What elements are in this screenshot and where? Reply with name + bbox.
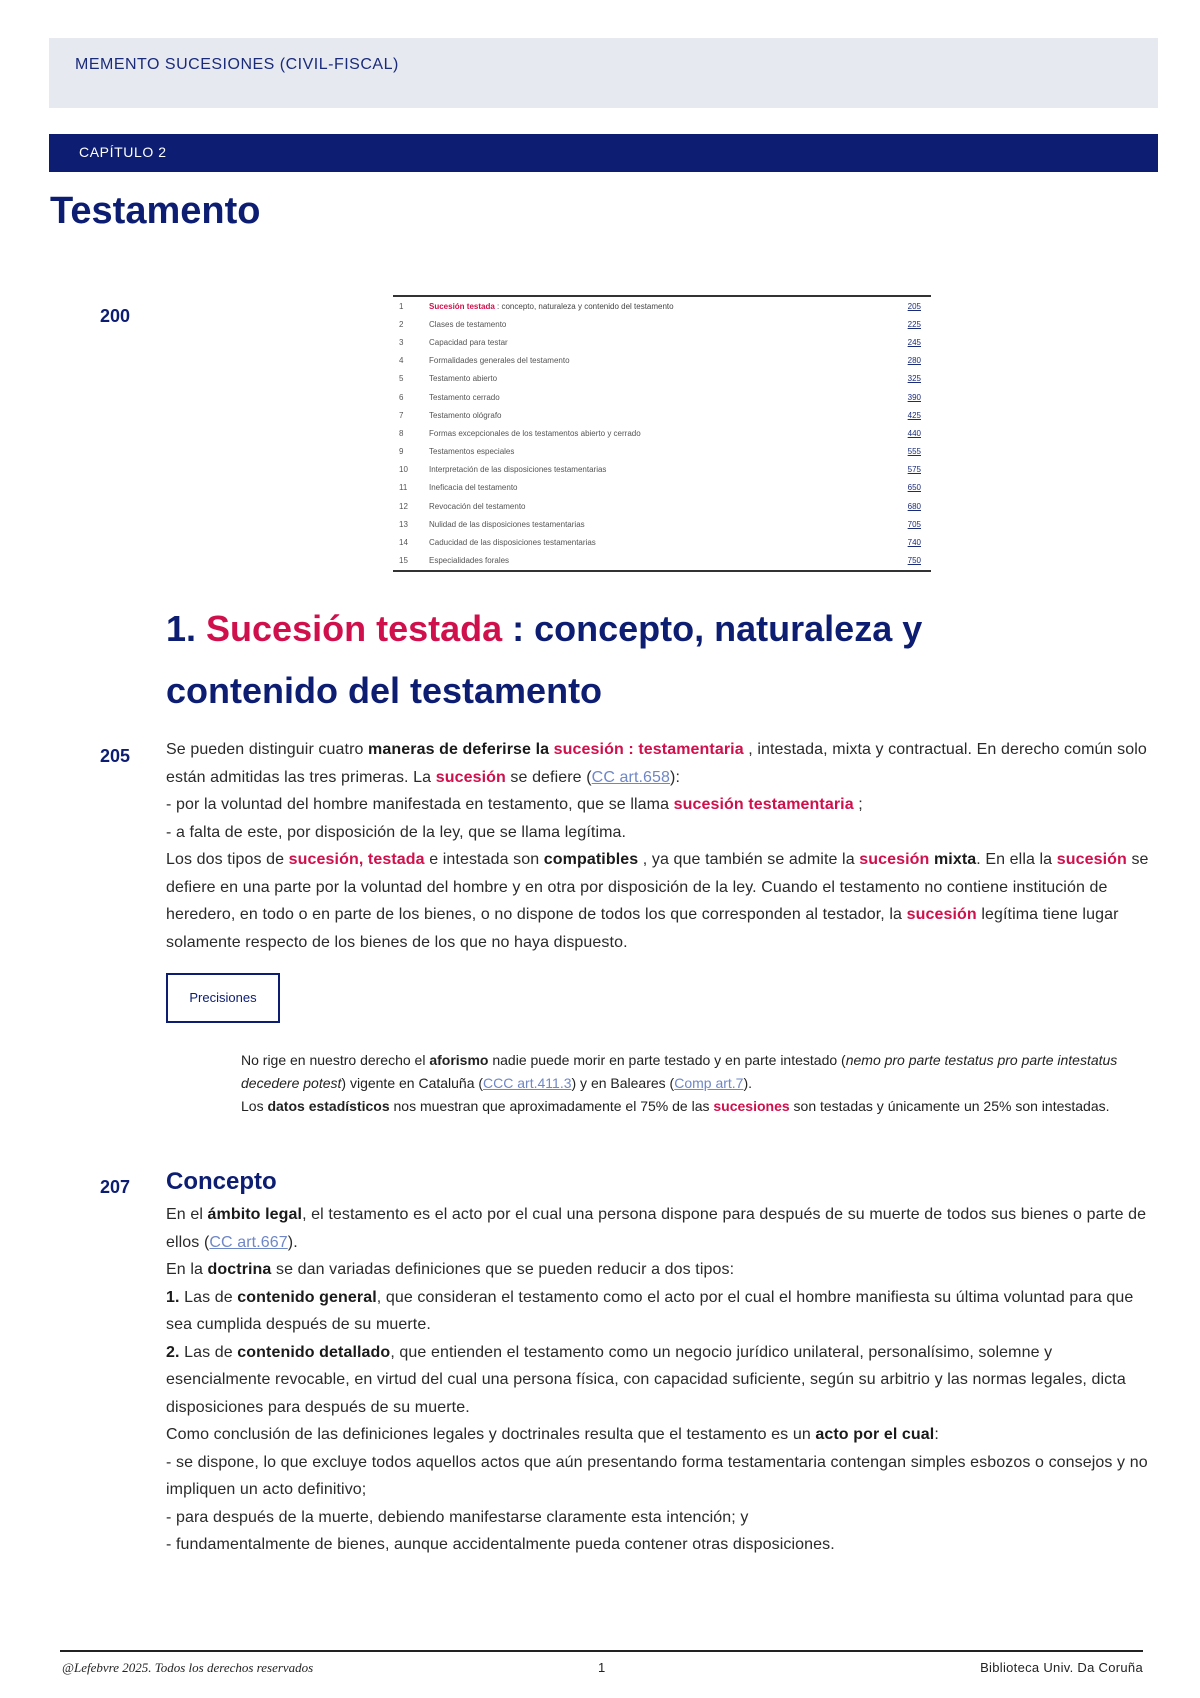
- memento-title: MEMENTO SUCESIONES (CIVIL-FISCAL): [75, 56, 399, 73]
- toc-row[interactable]: [393, 461, 931, 479]
- text: e intestada son: [424, 851, 544, 868]
- toc-label: [427, 333, 889, 351]
- toc-row[interactable]: [393, 497, 931, 515]
- toc-page-link[interactable]: 750: [907, 556, 921, 566]
- toc-page-link[interactable]: 205: [907, 301, 921, 311]
- bold-text: contenido detallado: [237, 1343, 391, 1361]
- toc-label-text: Testamentos especiales: [429, 447, 515, 457]
- highlight-text: sucesión: [435, 768, 506, 786]
- text: se dan variadas definiciones que se pueden reducir a dos tipos:: [271, 1261, 735, 1278]
- toc-page-link[interactable]: 705: [907, 519, 921, 529]
- text: - se dispone, lo que excluye todos aquellos actos que aún presentando forma testamentaria contengan simples esbozos o consejos y no impliquen un acto definitivo;: [166, 1453, 1148, 1498]
- toc-row[interactable]: [393, 443, 931, 461]
- toc-label: [427, 461, 889, 479]
- text: se defiere en una parte por la voluntad del hombre y en otra por disposición de la ley. Cuando el testamento no contiene institución de heredero, en todo o en parte de los bienes, o no dispone de todos los que corresponden al testador, la: [166, 851, 1149, 923]
- highlight-text: sucesión: [1056, 851, 1127, 868]
- text: Las de: [179, 1343, 238, 1361]
- toc-label: [427, 406, 889, 424]
- toc-number: 7: [399, 410, 404, 420]
- toc-number: 14: [399, 538, 408, 548]
- toc-row[interactable]: [393, 333, 931, 351]
- bold-text: maneras de deferirse la: [368, 741, 554, 758]
- toc-row[interactable]: [393, 315, 931, 333]
- toc-number: 4: [399, 356, 404, 366]
- footer-page-number: 1: [598, 1660, 606, 1675]
- text: Se pueden distinguir cuatro: [166, 741, 369, 758]
- highlight-text: sucesión: [859, 851, 930, 868]
- toc-label-highlight: Sucesión testada: [429, 301, 495, 311]
- text: ).: [743, 1074, 753, 1091]
- toc-number: 1: [399, 301, 404, 311]
- toc-label: [427, 552, 889, 571]
- toc-row[interactable]: [393, 533, 931, 551]
- toc-label: [427, 443, 889, 461]
- toc-row[interactable]: [393, 515, 931, 533]
- toc-label: [427, 533, 889, 551]
- paragraph-207: [166, 1201, 1156, 1559]
- toc-label: [427, 424, 889, 442]
- toc-number: 12: [399, 501, 408, 511]
- link-comp-art-7[interactable]: Comp art.7: [674, 1074, 744, 1091]
- text: ) vigente en Cataluña (: [341, 1074, 484, 1091]
- toc-label: [427, 370, 889, 388]
- toc-number: 13: [399, 519, 408, 529]
- toc-label-text: Revocación del testamento: [429, 501, 526, 511]
- text: En el: [166, 1206, 208, 1223]
- link-cc-art-658[interactable]: CC art.658: [591, 768, 671, 786]
- bold-text: aforismo: [429, 1052, 489, 1068]
- toc-page-link[interactable]: 680: [907, 501, 921, 511]
- text: , que consideran el testamento como el acto por el cual el hombre manifiesta su última voluntad para que sea cumplida después de su muerte.: [166, 1288, 1134, 1333]
- toc-label-text: Testamento cerrado: [429, 392, 500, 402]
- precisiones-button[interactable]: Precisiones: [166, 973, 280, 1023]
- toc-page-link[interactable]: 740: [907, 538, 921, 548]
- text: ) y en Baleares (: [571, 1074, 675, 1091]
- text: ):: [670, 768, 681, 786]
- text: ;: [853, 796, 863, 813]
- footer-divider: [60, 1650, 1143, 1652]
- toc-label-text: Formas excepcionales de los testamentos abierto y cerrado: [429, 428, 641, 438]
- bold-text: ámbito legal: [207, 1206, 303, 1223]
- toc-row[interactable]: [393, 370, 931, 388]
- table-of-contents: [393, 295, 931, 572]
- section-1-heading: [166, 598, 1066, 722]
- text: nos muestran que aproximadamente el 75% de las: [389, 1097, 714, 1114]
- margin-number-207: 207: [100, 1177, 131, 1197]
- toc-number: 5: [399, 374, 404, 384]
- toc-label: [427, 388, 889, 406]
- text: ).: [287, 1233, 298, 1251]
- bold-text: 1.: [166, 1288, 180, 1306]
- text: - por la voluntad del hombre manifestada en testamento, que se llama: [166, 796, 674, 813]
- link-ccc-art-411-3[interactable]: CCC art.411.3: [483, 1074, 572, 1091]
- margin-number-200: 200: [100, 306, 131, 326]
- text: No rige en nuestro derecho el: [241, 1052, 430, 1068]
- toc-page-link[interactable]: 245: [907, 337, 921, 347]
- toc-label: [427, 352, 889, 370]
- toc-label-text: Nulidad de las disposiciones testamentarias: [429, 519, 585, 529]
- toc-label-text: Interpretación de las disposiciones testamentarias: [429, 465, 607, 475]
- toc-label-text: Formalidades generales del testamento: [429, 356, 570, 366]
- link-cc-art-667[interactable]: CC art.667: [209, 1233, 288, 1251]
- text: legítima tiene lugar solamente respecto de los bienes de los que no haya dispuesto.: [166, 906, 1119, 951]
- text: , el testamento es el acto por el cual una persona dispone para después de su muerte de todos sus bienes o parte de ellos (: [166, 1206, 1147, 1251]
- toc-number: 3: [399, 337, 404, 347]
- footer-library: Biblioteca Univ. Da Coruña: [980, 1660, 1143, 1675]
- text: - fundamentalmente de bienes, aunque accidentalmente pueda contener otras disposiciones.: [166, 1536, 835, 1553]
- highlight-text: sucesiones: [713, 1097, 790, 1114]
- concepto-heading: Concepto: [166, 1168, 277, 1195]
- toc-label: [427, 479, 889, 497]
- text: . En ella la: [976, 851, 1057, 868]
- toc-page-link[interactable]: 225: [907, 319, 921, 329]
- toc-row[interactable]: [393, 552, 931, 571]
- toc-page-link[interactable]: 425: [907, 410, 921, 420]
- page-title: Testamento: [50, 190, 261, 232]
- chapter-bar: [49, 134, 1158, 172]
- toc-label-text: : concepto, naturaleza y contenido del testamento: [494, 301, 674, 311]
- toc-label-text: Especialidades forales: [429, 556, 510, 566]
- highlight-text: sucesión: [906, 906, 977, 923]
- toc-row[interactable]: [393, 388, 931, 406]
- section-1-rest: : concepto, naturaleza y contenido del testamento: [166, 608, 923, 711]
- toc-label: [427, 497, 889, 515]
- bold-text: compatibles: [543, 851, 639, 868]
- toc-label: [427, 315, 889, 333]
- toc-number: 2: [399, 319, 404, 329]
- toc-row[interactable]: [393, 406, 931, 424]
- bold-text: datos estadísticos: [267, 1097, 390, 1114]
- highlight-text: sucesión testamentaria: [673, 796, 854, 813]
- bold-text: acto por el cual: [815, 1426, 935, 1443]
- toc-row[interactable]: [393, 296, 931, 315]
- text: - para después de la muerte, debiendo manifestarse claramente esta intención; y: [166, 1508, 749, 1526]
- toc-number: 15: [399, 556, 408, 566]
- bold-text: mixta: [929, 851, 977, 868]
- toc-page-link[interactable]: 650: [907, 483, 921, 493]
- text: Las de: [179, 1288, 238, 1306]
- toc-label: [427, 515, 889, 533]
- text: Como conclusión de las definiciones legales y doctrinales resulta que el testamento es un: [166, 1426, 816, 1443]
- footer-copyright: @Lefebvre 2025. Todos los derechos reservados: [62, 1660, 314, 1675]
- text: , ya que también se admite la: [638, 851, 860, 868]
- toc-number: 10: [399, 465, 408, 475]
- highlight-text: sucesión : testamentaria: [553, 741, 744, 758]
- toc-number: 9: [399, 447, 404, 457]
- toc-label-text: Clases de testamento: [429, 319, 507, 329]
- bold-text: 2.: [166, 1343, 180, 1361]
- text: nadie puede morir en parte testado y en parte intestado (: [488, 1052, 846, 1068]
- toc-number: 11: [399, 483, 408, 493]
- toc-row[interactable]: [393, 479, 931, 497]
- section-1-number: 1.: [166, 608, 207, 649]
- toc-page-link[interactable]: 575: [907, 465, 921, 475]
- italic-text: nemo pro parte testatus pro parte intestatus decedere potest: [241, 1052, 1118, 1091]
- toc-label-text: Capacidad para testar: [429, 337, 508, 347]
- chapter-label: CAPÍTULO 2: [79, 144, 167, 160]
- text: Los: [241, 1097, 268, 1114]
- toc-page-link[interactable]: 325: [907, 374, 921, 384]
- toc-page-link[interactable]: 440: [907, 428, 921, 438]
- precisiones-note: [241, 1049, 1161, 1117]
- text: :: [934, 1426, 939, 1443]
- section-1-highlight: Sucesión testada: [206, 608, 503, 649]
- margin-number-205: 205: [100, 746, 131, 766]
- toc-label-text: Caducidad de las disposiciones testamentarias: [429, 538, 596, 548]
- text: , que entienden el testamento como un negocio jurídico unilateral, personalísimo, solemne y esencialmente revocable, en virtud del cual una persona física, con capacidad suficiente, según su arbitrio y las normas legales, dicta disposiciones para después de su muerte.: [166, 1343, 1126, 1416]
- text: son testadas y únicamente un 25% son intestadas.: [789, 1097, 1110, 1114]
- toc-page-link[interactable]: 390: [907, 392, 921, 402]
- toc-row[interactable]: [393, 352, 931, 370]
- toc-label-text: Testamento abierto: [429, 374, 498, 384]
- text: - a falta de este, por disposición de la ley, que se llama legítima.: [166, 823, 627, 841]
- paragraph-205: [166, 736, 1156, 956]
- toc-label-text: Ineficacia del testamento: [429, 483, 518, 493]
- toc-row[interactable]: [393, 424, 931, 442]
- toc-page-link[interactable]: 555: [907, 447, 921, 457]
- text: se defiere (: [505, 768, 592, 786]
- toc-number: 8: [399, 428, 404, 438]
- toc-number: 6: [399, 392, 404, 402]
- bold-text: contenido general: [237, 1288, 377, 1306]
- text: Los dos tipos de: [166, 851, 289, 868]
- text: En la: [166, 1261, 208, 1278]
- toc-label-text: Testamento ológrafo: [429, 410, 502, 420]
- toc-page-link[interactable]: 280: [907, 356, 921, 366]
- toc-label: [427, 296, 889, 315]
- text: , intestada, mixta y contractual. En derecho común solo están admitidas las tres primeras. La: [166, 741, 1147, 786]
- bold-text: doctrina: [207, 1261, 272, 1278]
- memento-header: [49, 38, 1158, 108]
- highlight-text: sucesión, testada: [288, 851, 425, 868]
